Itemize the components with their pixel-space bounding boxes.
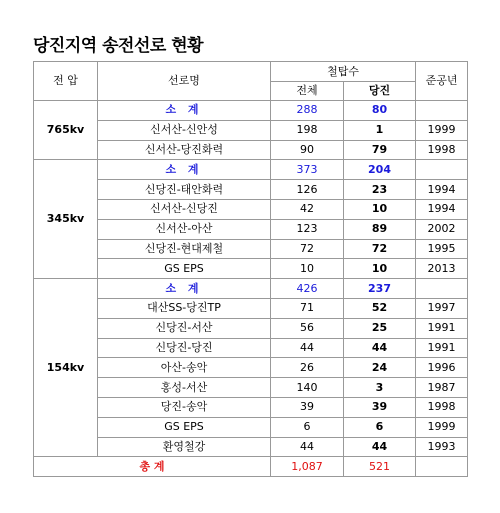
tower-dangjin: 44 — [344, 338, 416, 358]
header-tower-count: 철탑수 — [271, 62, 416, 82]
tower-total: 198 — [271, 120, 344, 140]
table-row — [34, 417, 468, 437]
completion-year: 1999 — [416, 120, 468, 140]
tower-total: 123 — [271, 219, 344, 239]
completion-year: 1991 — [416, 318, 468, 338]
table-row — [34, 199, 468, 219]
table-row — [34, 140, 468, 160]
line-name: 신서산-신안성 — [98, 120, 271, 140]
subtotal-year — [416, 101, 468, 121]
completion-year: 1998 — [416, 397, 468, 417]
tower-dangjin: 44 — [344, 437, 416, 457]
table-row — [34, 298, 468, 318]
table-row — [34, 259, 468, 279]
header-line-name: 선로명 — [98, 62, 271, 101]
tower-total: 6 — [271, 417, 344, 437]
subtotal-dangjin: 204 — [344, 160, 416, 180]
table-row — [34, 397, 468, 417]
line-name: 환영철강 — [98, 437, 271, 457]
subtotal-total: 373 — [271, 160, 344, 180]
table-row — [34, 180, 468, 200]
tower-dangjin: 6 — [344, 417, 416, 437]
line-name: 신당진-당진 — [98, 338, 271, 358]
grand-total-label: 총 계 — [34, 457, 271, 477]
tower-dangjin: 10 — [344, 259, 416, 279]
voltage-cell: 154kv — [34, 279, 98, 457]
tower-total: 140 — [271, 378, 344, 398]
line-name: 신당진-서산 — [98, 318, 271, 338]
subtotal-dangjin: 237 — [344, 279, 416, 299]
subtotal-year — [416, 160, 468, 180]
completion-year: 2013 — [416, 259, 468, 279]
header-total: 전체 — [271, 82, 344, 101]
voltage-cell: 345kv — [34, 160, 98, 279]
table-row — [34, 239, 468, 259]
tower-total: 90 — [271, 140, 344, 160]
completion-year: 1998 — [416, 140, 468, 160]
completion-year: 1993 — [416, 437, 468, 457]
tower-dangjin: 10 — [344, 199, 416, 219]
subtotal-label: 소 계 — [98, 279, 271, 299]
table-row — [34, 219, 468, 239]
line-name: GS EPS — [98, 259, 271, 279]
tower-total: 10 — [271, 259, 344, 279]
table-row — [34, 318, 468, 338]
subtotal-row — [34, 101, 468, 121]
subtotal-total: 288 — [271, 101, 344, 121]
tower-total: 44 — [271, 338, 344, 358]
tower-dangjin: 3 — [344, 378, 416, 398]
completion-year: 1996 — [416, 358, 468, 378]
subtotal-label: 소 계 — [98, 101, 271, 121]
subtotal-label: 소 계 — [98, 160, 271, 180]
completion-year: 1987 — [416, 378, 468, 398]
header-dangjin: 당진 — [344, 82, 416, 101]
line-name: 신서산-신당진 — [98, 199, 271, 219]
subtotal-row — [34, 279, 468, 299]
tower-dangjin: 25 — [344, 318, 416, 338]
table-row — [34, 358, 468, 378]
completion-year: 1997 — [416, 298, 468, 318]
header-completion-year: 준공년 — [416, 62, 468, 101]
tower-total: 72 — [271, 239, 344, 259]
grand-total-year — [416, 457, 468, 477]
subtotal-row — [34, 160, 468, 180]
grand-total-dangjin: 521 — [344, 457, 416, 477]
line-name: 대산SS-당진TP — [98, 298, 271, 318]
tower-dangjin: 24 — [344, 358, 416, 378]
tower-total: 56 — [271, 318, 344, 338]
subtotal-year — [416, 279, 468, 299]
tower-dangjin: 72 — [344, 239, 416, 259]
page-title: 당진지역 송전선로 현황 — [33, 36, 204, 56]
voltage-cell: 765kv — [34, 101, 98, 160]
table-row — [34, 338, 468, 358]
table-row — [34, 437, 468, 457]
completion-year: 1994 — [416, 199, 468, 219]
header-row — [34, 62, 468, 82]
line-name: 당진-송악 — [98, 397, 271, 417]
tower-total: 42 — [271, 199, 344, 219]
tower-dangjin: 23 — [344, 180, 416, 200]
completion-year: 2002 — [416, 219, 468, 239]
completion-year: 1999 — [416, 417, 468, 437]
tower-dangjin: 39 — [344, 397, 416, 417]
grand-total-row — [34, 457, 468, 477]
subtotal-dangjin: 80 — [344, 101, 416, 121]
header-voltage: 전 압 — [34, 62, 98, 101]
completion-year: 1995 — [416, 239, 468, 259]
grand-total-total: 1,087 — [271, 457, 344, 477]
tower-total: 126 — [271, 180, 344, 200]
tower-dangjin: 52 — [344, 298, 416, 318]
tower-dangjin: 1 — [344, 120, 416, 140]
completion-year: 1994 — [416, 180, 468, 200]
subtotal-total: 426 — [271, 279, 344, 299]
transmission-line-table — [33, 61, 468, 477]
line-name: 신당진-태안화력 — [98, 180, 271, 200]
line-name: 신서산-아산 — [98, 219, 271, 239]
tower-total: 71 — [271, 298, 344, 318]
tower-total: 44 — [271, 437, 344, 457]
line-name: 아산-송악 — [98, 358, 271, 378]
line-name: 신당진-현대제철 — [98, 239, 271, 259]
tower-total: 26 — [271, 358, 344, 378]
line-name: 홍성-서산 — [98, 378, 271, 398]
table-row — [34, 120, 468, 140]
tower-dangjin: 89 — [344, 219, 416, 239]
line-name: 신서산-당진화력 — [98, 140, 271, 160]
table-row — [34, 378, 468, 398]
tower-total: 39 — [271, 397, 344, 417]
line-name: GS EPS — [98, 417, 271, 437]
completion-year: 1991 — [416, 338, 468, 358]
tower-dangjin: 79 — [344, 140, 416, 160]
